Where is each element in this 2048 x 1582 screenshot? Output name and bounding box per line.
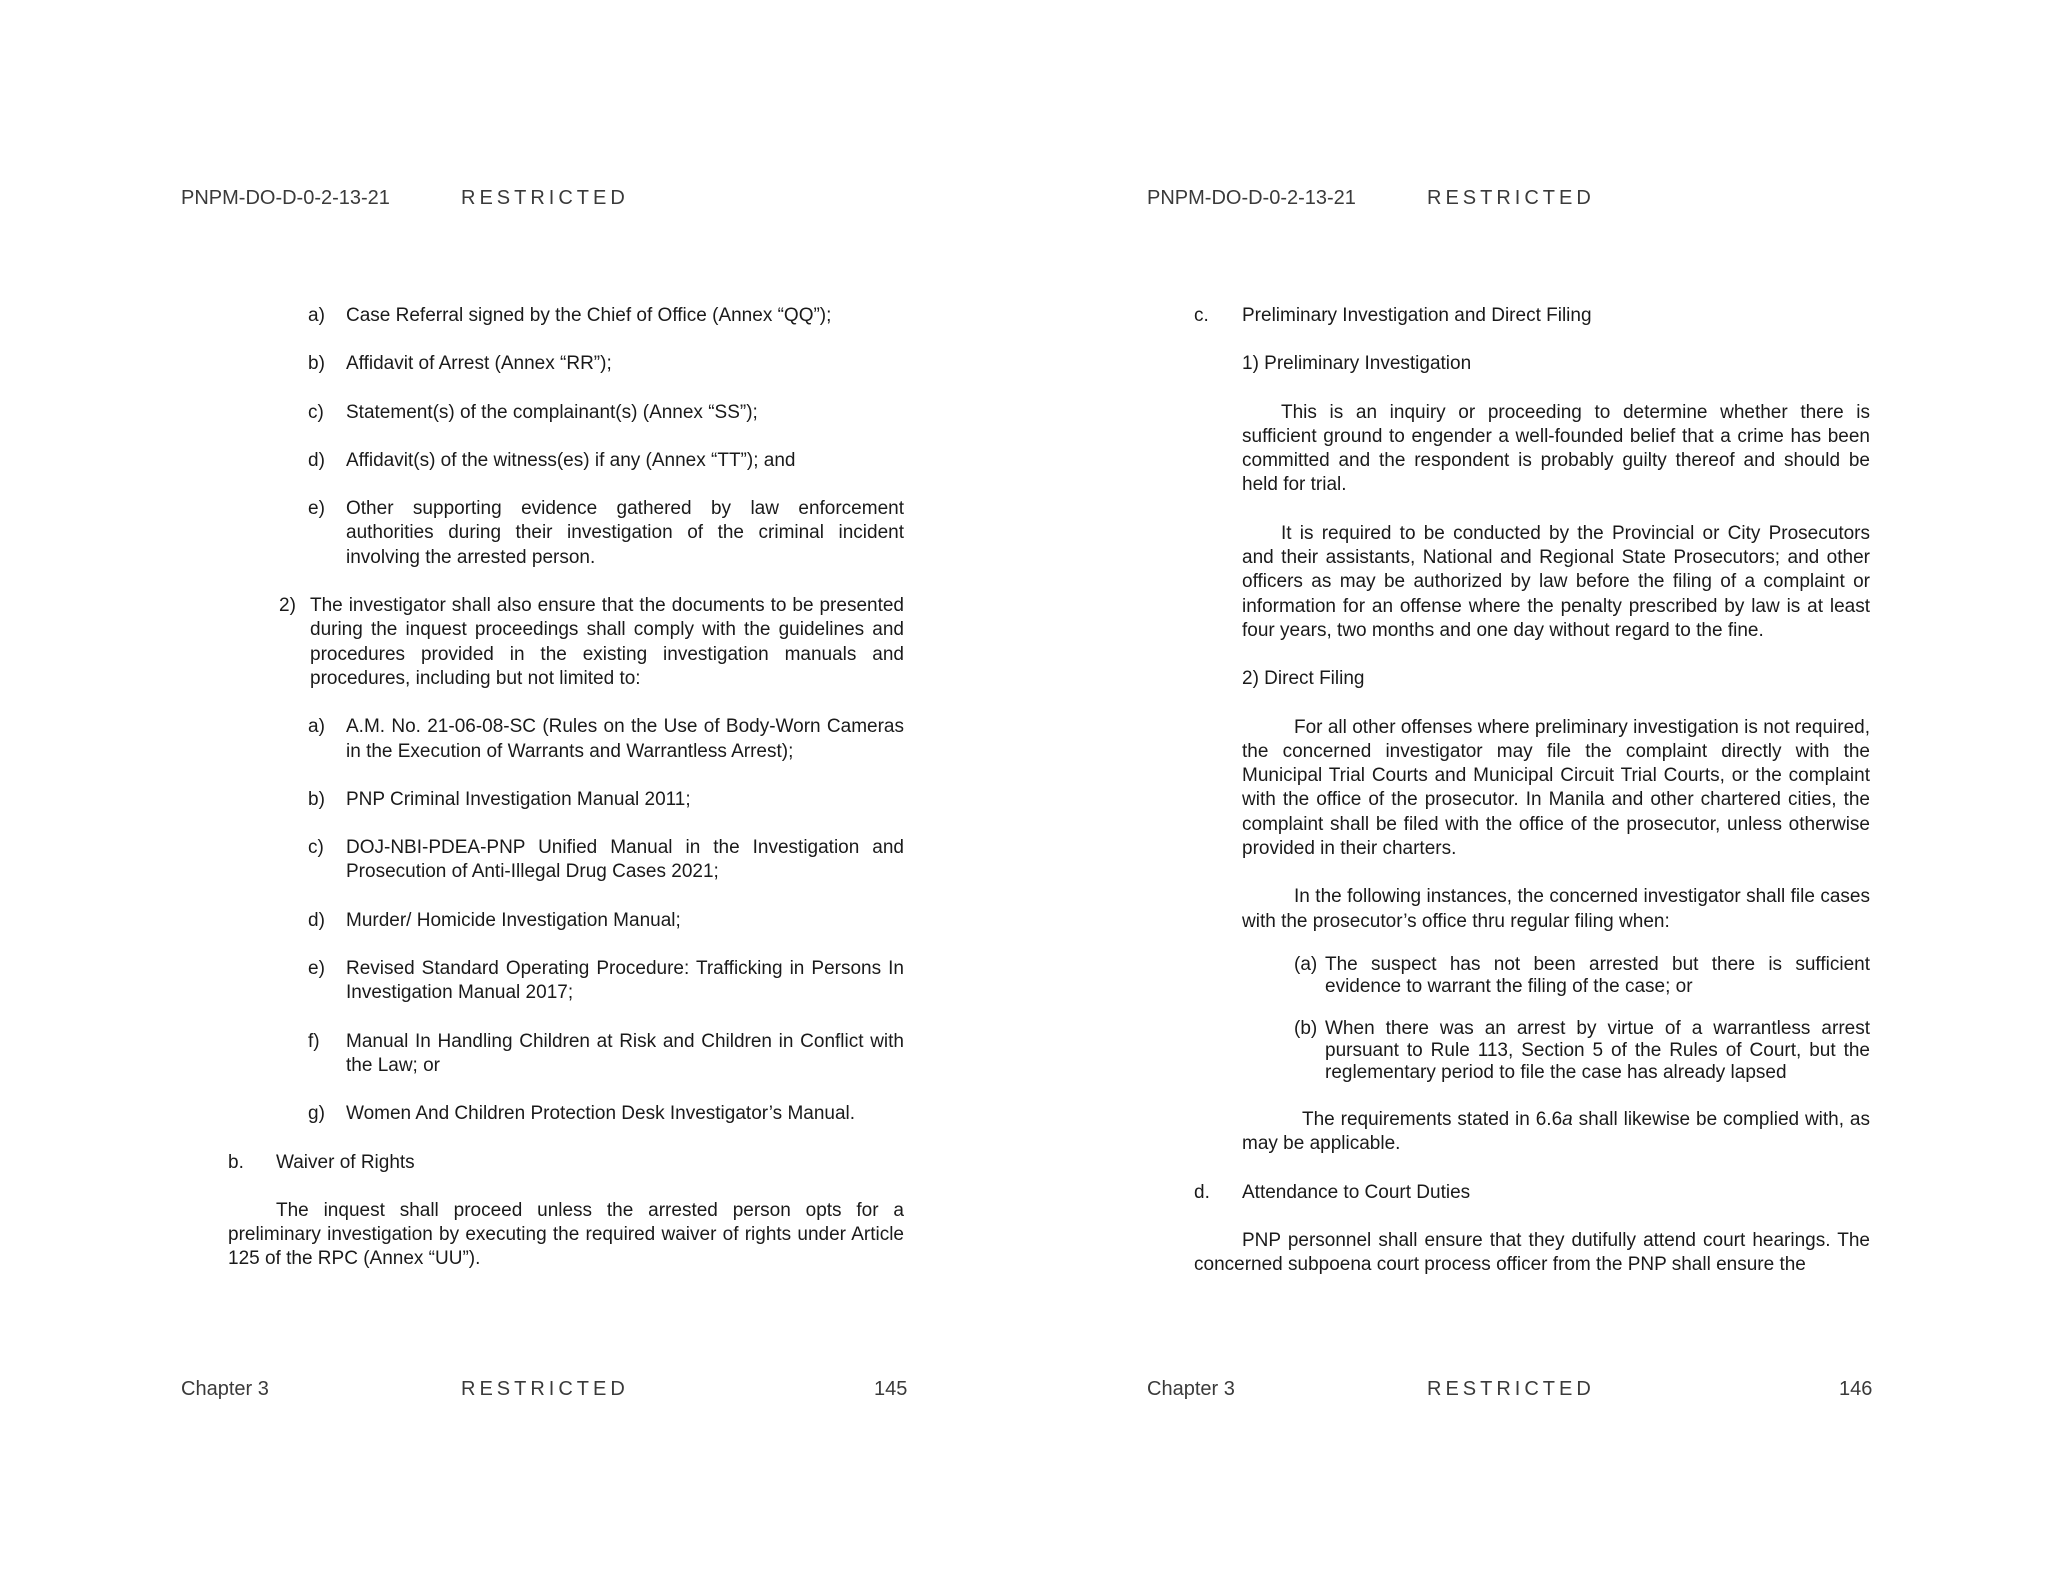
subheading-preliminary-investigation: 1) Preliminary Investigation [1242,353,1472,375]
list-item: c) DOJ-NBI-PDEA-PNP Unified Manual in the Investigation and Prosecution of Anti-Illegal Drug Cases 2021; [308,837,904,883]
page-number: 146 [1839,1378,1873,1400]
header-document-code: PNPM-DO-D-0-2-13-21 [181,187,390,209]
numbered-item-2: 2) The investigator shall also ensure that the documents to be presented during the inquest proceedings shall comply with the guidelines and procedures provided in the existing investigation manuals and procedures, including but not limited to: [279,595,904,689]
list-item: f) Manual In Handling Children at Risk and Children in Conflict with the Law; or [308,1030,904,1076]
list-item: b) Affidavit of Arrest (Annex “RR”); [308,353,612,375]
footer-chapter: Chapter 3 [1147,1378,1235,1400]
list-item: d) Murder/ Homicide Investigation Manual; [308,909,681,931]
list-item: a) Case Referral signed by the Chief of Office (Annex “QQ”); [308,305,832,326]
section-heading-b: b. Waiver of Rights [228,1151,415,1173]
list-item: b) PNP Criminal Investigation Manual 2011; [308,788,691,810]
list-item: d) Affidavit(s) of the witness(es) if any (Annex “TT”); and [308,449,796,471]
section-heading-d: d. Attendance to Court Duties [1194,1181,1471,1203]
list-item: e) Other supporting evidence gathered by law enforcement authorities during their investigation of the criminal incident involving the arrested person. [308,498,904,568]
list-item: (b) When there was an arrest by virtue of a warrantless arrest pursuant to Rule 113, Section 5 of the Rules of Court, but the reglementary period to file the case has already lapsed [1294,1017,1870,1083]
page-146 [1024,0,2048,1582]
paragraph-waiver: The inquest shall proceed unless the arrested person opts for a preliminary investigation by executing the required waiver of rights under Article 125 of the RPC (Annex “UU”). [228,1199,904,1270]
page-body [1194,304,1870,1277]
list-item: a) A.M. No. 21-06-08-SC (Rules on the Use of Body-Worn Cameras in the Execution of Warrants and Warrantless Arrest); [308,716,904,762]
footer-restricted: RESTRICTED [1427,1378,1595,1400]
subheading-direct-filing: 2) Direct Filing [1242,668,1365,690]
list-item: g) Women And Children Protection Desk Investigator’s Manual. [308,1103,856,1125]
header-restricted: RESTRICTED [1427,187,1595,209]
paragraph-court-duties: PNP personnel shall ensure that they dutifully attend court hearings. The concerned subpoena court process officer from the PNP shall ensure the [1194,1229,1870,1276]
list-item: e) Revised Standard Operating Procedure: Trafficking in Persons In Investigation Manual 2017; [308,958,904,1004]
header-document-code: PNPM-DO-D-0-2-13-21 [1147,187,1356,209]
paragraph-requirements: The requirements stated in 6.6a shall likewise be complied with, as may be applicable. [1242,1108,1870,1155]
footer-chapter: Chapter 3 [181,1378,269,1400]
section-heading-c: c. Preliminary Investigation and Direct Filing [1194,305,1592,326]
footer-restricted: RESTRICTED [461,1378,629,1400]
paragraph: This is an inquiry or proceeding to determine whether there is sufficient ground to engender a well-founded belief that a crime has been committed and the respondent is probably guilty thereof and should be held for trial. [1242,401,1870,496]
paragraph: For all other offenses where preliminary investigation is not required, the concerned investigator may file the complaint directly with the Municipal Trial Courts and Municipal Circuit Trial Courts, or the complaint with the office of the prosecutor. In Manila and other chartered cities, the complaint shall be filed with the office of the prosecutor, unless otherwise provided in their charters. [1242,716,1870,860]
list-manuals [228,715,904,1126]
paragraph: It is required to be conducted by the Provincial or City Prosecutors and their assistants, National and Regional State Prosecutors; and other officers as may be authorized by law before the filing of a complaint or information for an offense where the penalty prescribed by law is at least four years, two months and one day without regard to the fine. [1242,522,1870,641]
list-item: (a) The suspect has not been arrested but there is sufficient evidence to warrant the filing of the case; or [1294,953,1870,997]
paragraph: In the following instances, the concerned investigator shall file cases with the prosecutor’s office thru regular filing when: [1242,886,1870,932]
list-annexes [228,304,904,570]
page-number: 145 [874,1378,908,1400]
page-body [228,304,904,1296]
list-item: c) Statement(s) of the complainant(s) (Annex “SS”); [308,401,758,423]
header-restricted: RESTRICTED [461,187,629,209]
